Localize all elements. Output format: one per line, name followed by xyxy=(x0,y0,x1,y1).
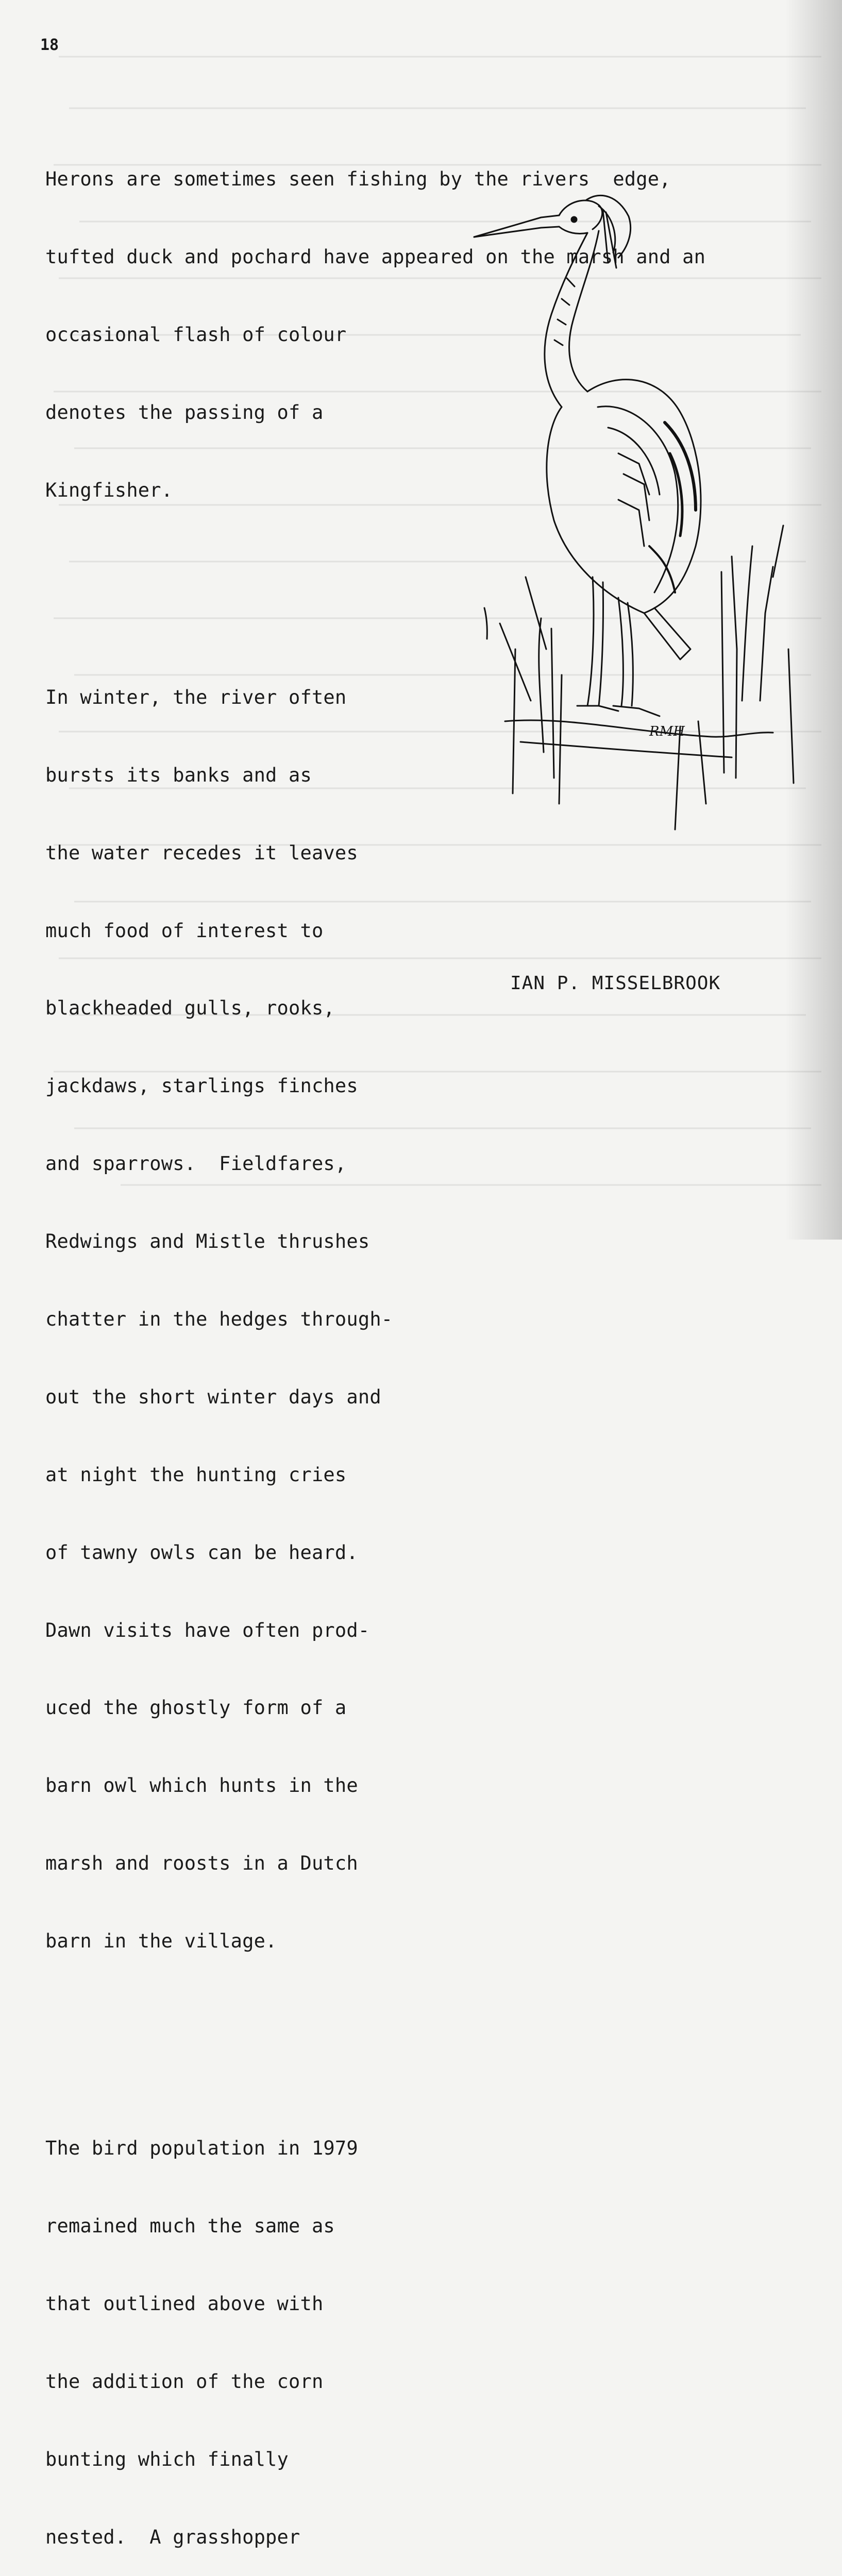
text-line: barn in the village. xyxy=(45,1930,277,1953)
text-line: Redwings and Mistle thrushes xyxy=(45,1230,370,1253)
text-line: remained much the same as xyxy=(45,2215,335,2238)
text-line: bunting which finally xyxy=(45,2448,289,2470)
text-line: much food of interest to xyxy=(45,919,324,942)
text-line: denotes the passing of a xyxy=(45,401,324,423)
text-line: blackheaded gulls, rooks, xyxy=(45,997,335,1020)
text-line: marsh and roosts in a Dutch xyxy=(45,1852,358,1875)
text-line: barn owl which hunts in the xyxy=(45,1774,358,1797)
text-line: chatter in the hedges through- xyxy=(45,1308,393,1330)
text-line: nested. A grasshopper xyxy=(45,2526,300,2548)
text-line: occasional flash of colour xyxy=(45,323,347,346)
text-line: bursts its banks and as xyxy=(45,764,312,786)
text-line: In winter, the river often xyxy=(45,686,347,708)
text-line: and sparrows. Fieldfares, xyxy=(45,1153,347,1175)
text-line: out the short winter days and xyxy=(45,1385,381,1408)
artist-initials: RMH xyxy=(649,724,685,739)
heron-illustration xyxy=(464,185,814,855)
text-line: the water recedes it leaves xyxy=(45,841,358,864)
paragraph-1979 xyxy=(45,2084,705,2576)
text-line: The bird population in 1979 xyxy=(45,2137,358,2160)
text-line: Herons are sometimes seen fishing by the rivers edge, xyxy=(45,168,671,191)
text-line: at night the hunting cries xyxy=(45,1463,347,1486)
text-line: Kingfisher. xyxy=(45,479,173,501)
text-line: Dawn visits have often prod- xyxy=(45,1619,370,1641)
author-signature: IAN P. MISSELBROOK xyxy=(510,973,721,994)
text-line: jackdaws, starlings finches xyxy=(45,1075,358,1097)
text-line: that outlined above with xyxy=(45,2292,324,2315)
text-line: uced the ghostly form of a xyxy=(45,1697,347,1719)
text-line: tufted duck and pochard have appeared on the marsh and an xyxy=(45,246,706,268)
text-line: the addition of the corn xyxy=(45,2370,324,2393)
page-number: 18 xyxy=(40,36,59,54)
text-line: of tawny owls can be heard. xyxy=(45,1541,358,1564)
